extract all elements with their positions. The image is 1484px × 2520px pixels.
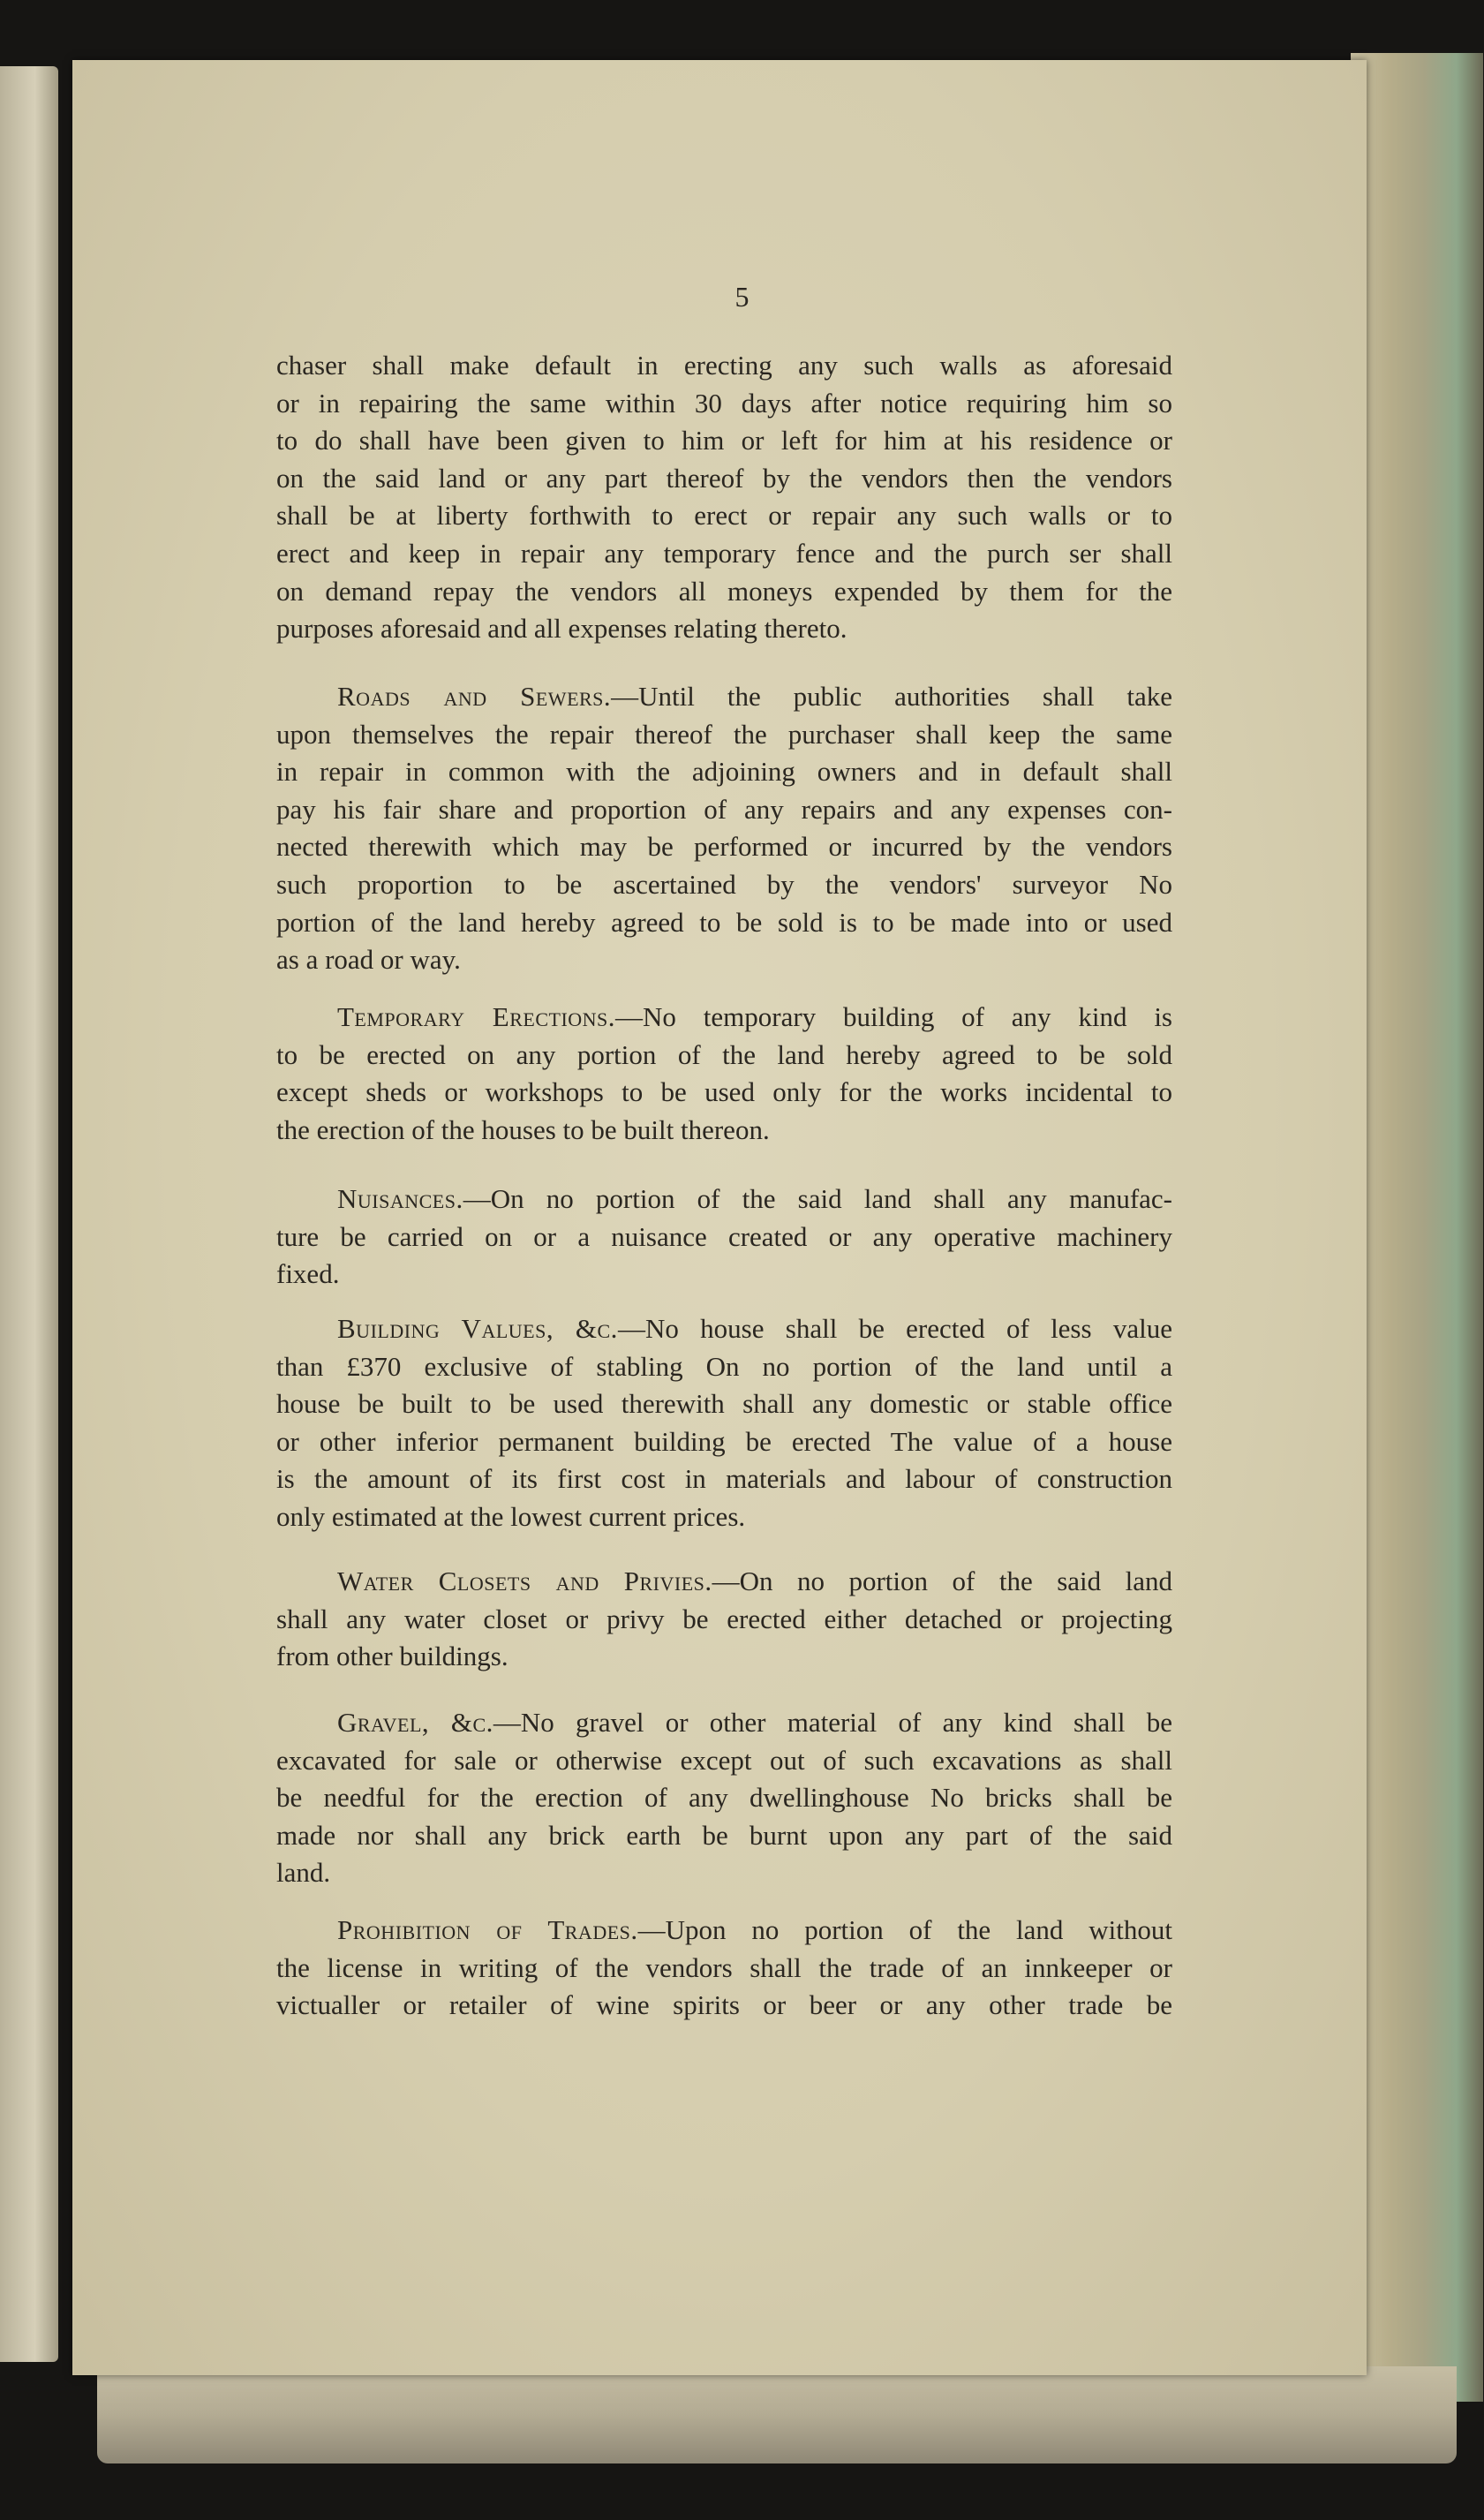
text-line: upon themselves the repair thereof the purchaser shall keep the same <box>276 718 1172 750</box>
previous-page-edge <box>0 66 58 2362</box>
text-line: made nor shall any brick earth be burnt upon any part of the said <box>276 1819 1172 1851</box>
text-line: only estimated at the lowest current prices. <box>276 1500 746 1532</box>
text-line: as a road or way. <box>276 944 461 976</box>
text-line: ture be carried on or a nuisance created or any operative machinery <box>276 1220 1172 1252</box>
paragraph <box>276 1310 1172 1536</box>
text-line: or other inferior permanent building be erected The value of a house <box>276 1425 1172 1457</box>
paragraph <box>276 1912 1172 2025</box>
text-line: excavated for sale or otherwise except out of such excavations as shall <box>276 1744 1172 1776</box>
paragraph <box>276 678 1172 979</box>
text-line: purposes aforesaid and all expenses relating thereto. <box>276 613 847 645</box>
text-line: portion of the land hereby agreed to be sold is to be made into or used <box>276 906 1172 938</box>
text-line: victualler or retailer of wine spirits or beer or any other trade be <box>276 1989 1172 2021</box>
text-line: chaser shall make default in erecting any such walls as aforesaid <box>276 350 1172 381</box>
text-line: be needful for the erection of any dwellinghouse No bricks shall be <box>276 1782 1172 1814</box>
text-line: house be built to be used therewith shall any domestic or stable office <box>276 1388 1172 1420</box>
text-line: in repair in common with the adjoining owners and in default shall <box>276 756 1172 788</box>
section-heading: Building Values, &c. <box>337 1313 618 1344</box>
text-line: land. <box>276 1857 331 1889</box>
text-line: such proportion to be ascertained by the vendors' surveyor No <box>276 868 1172 900</box>
text-line: or in repairing the same within 30 days after notice requiring him so <box>276 387 1172 419</box>
section-heading: Temporary Erections. <box>337 1001 616 1032</box>
text-line: Roads and Sewers.—Until the public authorities shall take <box>337 681 1173 712</box>
text-line: is the amount of its first cost in materials and labour of construction <box>276 1463 1172 1495</box>
text-line: Nuisances.—On no portion of the said land shall any manufac- <box>337 1183 1172 1214</box>
text-line: than £370 exclusive of stabling On no portion of the land until a <box>276 1350 1172 1382</box>
paragraph <box>276 1181 1172 1294</box>
text-line: Water Closets and Privies.—On no portion of the said land <box>337 1566 1172 1596</box>
text-line: except sheds or workshops to be used only for the works incidental to <box>276 1076 1172 1108</box>
text-line: Prohibition of Trades.—Upon no portion of the land without <box>337 1914 1172 1945</box>
page-stack-edge <box>1351 53 1483 2402</box>
text-line: Building Values, &c.—No house shall be erected of less value <box>337 1313 1172 1344</box>
section-heading: Nuisances. <box>337 1183 463 1214</box>
text-line: on demand repay the vendors all moneys expended by them for the <box>276 575 1172 607</box>
section-heading: Prohibition of Trades. <box>337 1914 638 1945</box>
section-heading: Water Closets and Privies. <box>337 1566 712 1596</box>
text-line: nected therewith which may be performed or incurred by the vendors <box>276 831 1172 863</box>
paragraph <box>276 999 1172 1149</box>
text-line: from other buildings. <box>276 1641 508 1672</box>
text-line: to do shall have been given to him or left for him at his residence or <box>276 425 1172 456</box>
page-stack-bottom <box>97 2366 1457 2463</box>
text-line: shall be at liberty forthwith to erect or repair any such walls or to <box>276 500 1172 532</box>
text-line: Temporary Erections.—No temporary building of any kind is <box>337 1001 1172 1032</box>
text-line: pay his fair share and proportion of any repairs and any expenses con- <box>276 793 1172 825</box>
text-line: to be erected on any portion of the land hereby agreed to be sold <box>276 1038 1172 1070</box>
text-line: fixed. <box>276 1258 340 1290</box>
text-line: the license in writing of the vendors shall the trade of an innkeeper or <box>276 1951 1172 1983</box>
text-line: the erection of the houses to be built thereon. <box>276 1113 770 1145</box>
paragraph <box>276 1704 1172 1892</box>
text-line: on the said land or any part thereof by the vendors then the vendors <box>276 462 1172 494</box>
text-line: Gravel, &c.—No gravel or other material of any kind shall be <box>337 1707 1172 1738</box>
page-number: 5 <box>734 281 750 313</box>
text-line: shall any water closet or privy be erected either detached or projecting <box>276 1603 1172 1634</box>
paragraph <box>276 1563 1172 1676</box>
paragraph <box>276 347 1172 648</box>
section-heading: Gravel, &c. <box>337 1707 493 1738</box>
text-line: erect and keep in repair any temporary fence and the purch ser shall <box>276 537 1172 569</box>
section-heading: Roads and Sewers. <box>337 681 612 712</box>
